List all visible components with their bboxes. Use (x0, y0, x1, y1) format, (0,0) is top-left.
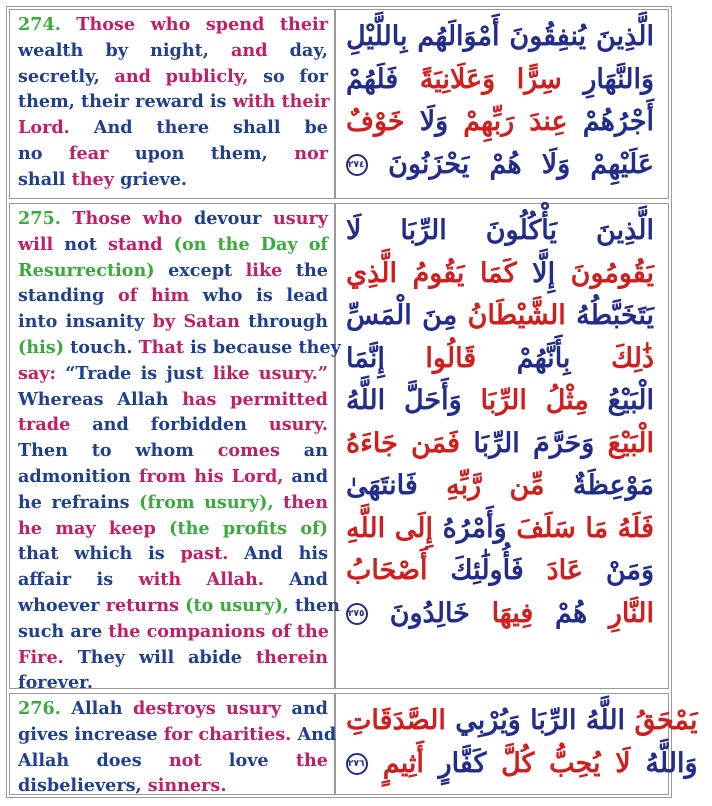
arabic-segment: أَثِيمٍ (382, 747, 424, 779)
arabic-segment: إِلَّا (516, 257, 571, 289)
english-segment: not (168, 749, 202, 771)
english-line (18, 516, 328, 542)
english-line (18, 387, 328, 413)
english-segment: They will abide (63, 646, 256, 668)
arabic-segment: وَأَحَلَّ اللَّهُ (346, 385, 481, 416)
english-segment: (the profits of) (155, 517, 328, 539)
english-segment: through (239, 311, 329, 333)
english-segment: touch. (64, 336, 139, 358)
arabic-segment: سِرًّا وَعَلَانِيَةً (419, 63, 562, 95)
english-segment: an (279, 440, 328, 462)
english-line (18, 567, 328, 593)
arabic-line (346, 59, 654, 102)
arabic-segment: أَجْرُهُمْ (567, 106, 654, 137)
verse-number: 276. (18, 698, 72, 719)
arabic-segment: النَّارِ (608, 597, 654, 629)
english-segment: their (279, 14, 328, 35)
verse-row-275 (9, 203, 669, 694)
arabic-line (346, 16, 654, 59)
arabic-segment: الصَّدَقَاتِ (346, 705, 446, 736)
english-segment: day, (289, 39, 328, 61)
english-segment: and forbidden (70, 414, 269, 436)
english-line (18, 490, 328, 516)
english-line (18, 593, 340, 619)
english-line (18, 309, 328, 335)
english-segment: of him (118, 285, 190, 307)
arabic-segment: وَاللَّهُ (630, 747, 698, 779)
english-line (18, 64, 328, 90)
arabic-segment: الْبَيْعَ (607, 427, 654, 459)
english-segment: for charities. (163, 723, 292, 745)
english-segment: Those who (72, 208, 194, 229)
english-segment: and publicly, (114, 65, 249, 87)
english-line (18, 541, 328, 567)
english-line (18, 206, 328, 232)
ayah-end-marker: ٢٧٦ (346, 753, 368, 775)
english-segment: has permitted (182, 388, 328, 410)
english-cell (10, 694, 337, 797)
arabic-line (346, 700, 698, 743)
english-cell (10, 204, 341, 694)
english-line (18, 748, 328, 774)
english-segment: not (53, 233, 109, 255)
english-line (18, 283, 328, 309)
arabic-segment: وَلَا (404, 106, 464, 137)
english-segment: forever. (18, 672, 93, 694)
arabic-segment: فَلَهُ مَا سَلَفَ (516, 512, 654, 544)
arabic-line (346, 550, 654, 593)
english-segment: (his) (18, 336, 65, 358)
arabic-segment: يَقُومُونَ (570, 257, 654, 289)
arabic-segment: إِلَى اللَّهِ (346, 512, 433, 544)
english-segment: wealth by night, (18, 39, 232, 61)
arabic-segment: الَّذِينَ يَأْكُلُونَ الرِّبَا لَا (346, 215, 654, 246)
arabic-line (346, 508, 654, 551)
english-segment: whoever (18, 594, 106, 616)
arabic-line (346, 295, 654, 338)
arabic-segment: قَالُوا (425, 342, 477, 374)
english-segment: trade (18, 414, 71, 436)
english-segment: is because they (184, 336, 341, 358)
arabic-segment: مِثْلُ الرِّبَا (480, 385, 589, 416)
english-segment: like usury.” (212, 362, 328, 384)
english-segment: And his (228, 543, 328, 565)
english-segment: (on the Day of (162, 233, 328, 255)
english-segment: “Trade is just (56, 362, 213, 384)
arabic-segment: عَلَيْهِمْ وَلَا هُمْ يَحْزَنُونَ (388, 148, 654, 180)
english-segment: Whereas Allah (18, 388, 183, 410)
arabic-segment: يَتَخَبَّطُهُ (565, 300, 655, 331)
english-segment: by Satan (152, 311, 240, 333)
arabic-segment: كَفَّارٍ (423, 747, 502, 779)
arabic-line (346, 210, 654, 253)
english-segment: and (281, 698, 328, 719)
english-line (18, 258, 328, 284)
english-segment: usury (273, 208, 328, 229)
english-segment: returns (105, 594, 180, 616)
english-segment: love (201, 749, 296, 771)
arabic-segment: وَالنَّهَارِ (561, 63, 654, 95)
english-segment: who is lead (189, 285, 328, 307)
english-line (18, 412, 328, 438)
english-segment: Lord. (18, 117, 70, 139)
english-line (18, 645, 328, 671)
english-segment: comes (217, 440, 280, 462)
english-segment: them, their reward is (18, 91, 233, 113)
english-segment: destroys usury (132, 698, 282, 719)
arabic-segment: فَانتَهَىٰ (346, 470, 447, 501)
english-segment: so for (248, 65, 329, 87)
english-segment: past. (180, 543, 229, 565)
arabic-segment: مَوْعِظَةٌ (544, 470, 654, 501)
english-line (18, 438, 328, 464)
english-segment: that which is (18, 543, 181, 565)
arabic-segment: وَأَمْرُهُ (432, 512, 517, 544)
ayah-end-marker: ٢٧٥ (346, 603, 368, 625)
english-segment: affair is (18, 569, 139, 591)
arabic-segment: فِيهَا (491, 597, 534, 629)
english-segment: And there shall be (69, 117, 328, 139)
verse-row-274 (9, 9, 669, 199)
english-segment: devour (193, 208, 274, 229)
english-segment: therein (255, 646, 328, 668)
english-line (18, 167, 328, 193)
english-segment: with their (232, 91, 330, 113)
english-line (18, 696, 328, 722)
english-segment: And (291, 723, 337, 745)
arabic-segment: أَصْحَابُ (346, 555, 428, 586)
arabic-cell (336, 694, 712, 794)
arabic-segment: فَأُولَٰئِكَ (427, 555, 547, 586)
english-segment: admonition (18, 465, 139, 487)
arabic-segment: عَادَ (546, 555, 584, 586)
arabic-cell (336, 204, 668, 688)
english-segment: That (138, 336, 184, 358)
ayah-end-marker: ٢٧٤ (346, 154, 368, 176)
arabic-segment: كَمَا يَقُومُ الَّذِي (346, 257, 517, 289)
english-segment: Allah (71, 698, 133, 719)
arabic-segment: مِّن رَّبِّهِ (446, 470, 545, 501)
english-line (18, 141, 328, 167)
arabic-segment: خَوْفٌ (346, 106, 405, 137)
english-line (18, 12, 328, 38)
english-line (18, 232, 328, 258)
english-line (18, 335, 341, 361)
arabic-segment: وَمَنْ (583, 555, 654, 586)
english-segment: fear (68, 142, 109, 164)
arabic-segment: الْبَيْعُ (588, 385, 654, 416)
arabic-line (346, 593, 654, 636)
arabic-segment: الَّذِينَ يُنفِقُونَ أَمْوَالَهُم بِاللَّيْلِ (346, 21, 654, 52)
english-segment: then (273, 491, 328, 513)
verse-row-276 (9, 693, 698, 797)
english-segment: Fire. (18, 646, 64, 668)
english-segment: standing (18, 285, 118, 307)
arabic-segment: فَلَهُمْ (346, 63, 420, 95)
arabic-segment: خَالِدُونَ (389, 597, 492, 629)
english-segment: and (231, 39, 290, 61)
english-line (18, 38, 328, 64)
english-segment: he refrains (18, 491, 140, 513)
english-segment: shall (18, 168, 72, 190)
arabic-cell (336, 10, 668, 198)
english-segment: secretly, (18, 65, 115, 87)
arabic-segment: إِنَّمَا (346, 342, 426, 374)
arabic-line (346, 338, 654, 381)
arabic-line (346, 253, 654, 296)
arabic-line (346, 743, 698, 786)
english-segment: with Allah. (138, 569, 264, 591)
english-segment: gives increase (18, 723, 164, 745)
arabic-segment: مِنَ الْمَسِّ (346, 300, 468, 331)
arabic-segment: وَحَرَّمَ الرِّبَا (460, 427, 608, 459)
verse-number: 275. (18, 208, 73, 229)
english-segment: upon them, (108, 142, 295, 164)
english-segment: grieve. (113, 168, 188, 190)
arabic-segment: الشَّيْطَانُ (467, 300, 566, 331)
english-segment: such are (18, 620, 109, 642)
english-line (18, 619, 328, 645)
english-cell (10, 10, 336, 198)
english-segment: (to usury), (179, 594, 289, 616)
english-segment: he may keep (18, 517, 156, 539)
english-line (18, 89, 328, 115)
translation-table (6, 6, 698, 798)
english-segment: Allah does (18, 749, 169, 771)
english-segment: Those who spend (76, 14, 280, 35)
english-segment: the (295, 749, 328, 771)
english-segment: (from usury), (139, 491, 274, 513)
english-segment: disbelievers, (18, 775, 148, 797)
english-segment: Resurrection) (18, 259, 155, 281)
english-line (18, 722, 337, 748)
arabic-segment: لَا يُحِبُّ كُلَّ (501, 747, 631, 779)
english-segment: they (71, 168, 114, 190)
arabic-segment: فَمَن جَاءَهُ (346, 427, 461, 459)
arabic-segment: اللَّهُ الرِّبَا وَيُرْبِي (445, 705, 635, 736)
arabic-segment: بِأَنَّهُمْ (476, 342, 611, 374)
english-segment: from his Lord, (138, 465, 284, 487)
arabic-line (346, 101, 654, 144)
english-segment: sinners. (147, 775, 227, 797)
english-segment: the (282, 259, 328, 281)
arabic-segment: هُمْ (533, 597, 609, 629)
arabic-segment: عِندَ رَبِّهِمْ (463, 106, 568, 137)
english-segment: and (283, 465, 328, 487)
english-segment: will (18, 233, 54, 255)
english-segment: And (263, 569, 328, 591)
arabic-line (346, 465, 654, 508)
english-segment: except (154, 259, 246, 281)
english-segment: say: (18, 362, 57, 384)
english-line (18, 115, 328, 141)
english-segment: Then to whom (18, 440, 218, 462)
english-segment: the companions of the (108, 620, 329, 642)
english-segment: no (18, 142, 69, 164)
english-segment: stand (108, 233, 163, 255)
english-segment: then (288, 594, 340, 616)
english-line (18, 773, 328, 799)
arabic-line (346, 380, 654, 423)
arabic-segment: يَمْحَقُ (634, 705, 698, 736)
english-line (18, 464, 328, 490)
arabic-line (346, 144, 654, 187)
arabic-line (346, 423, 654, 466)
english-segment: into insanity (18, 311, 153, 333)
verse-number: 274. (18, 14, 77, 35)
english-segment: usury. (268, 414, 328, 436)
arabic-segment: ذَٰلِكَ (610, 342, 654, 374)
english-line (18, 361, 328, 387)
english-segment: like (245, 259, 283, 281)
english-segment: nor (294, 142, 328, 164)
